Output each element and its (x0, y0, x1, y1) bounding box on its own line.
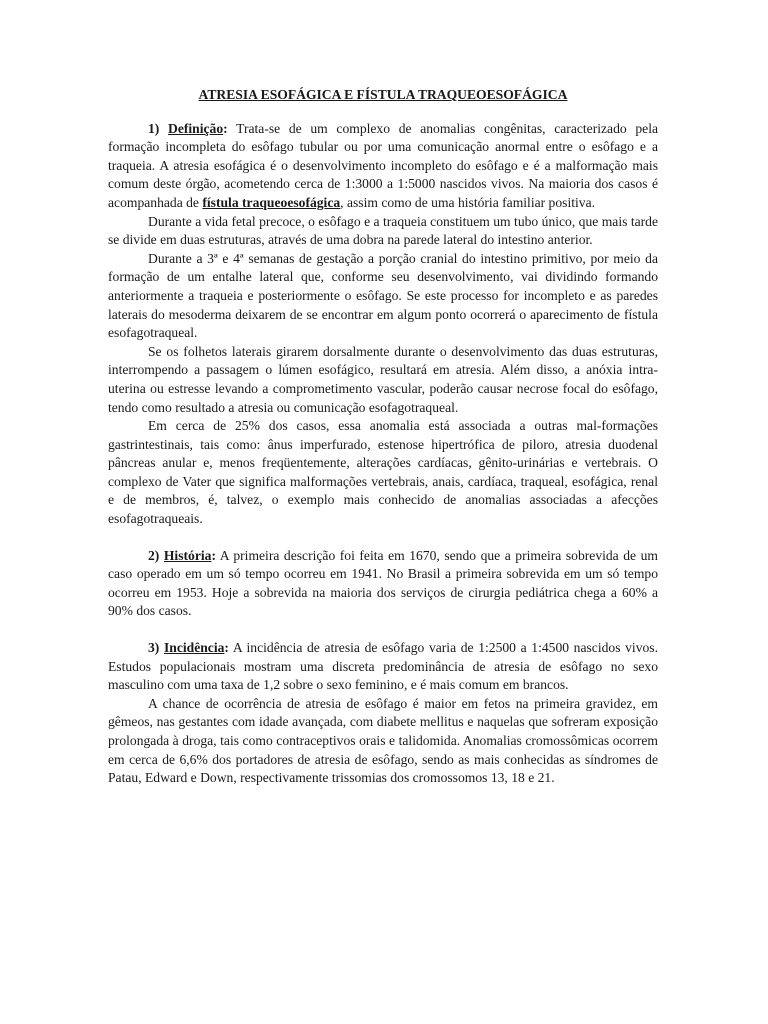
section-heading-historia: História (163, 547, 212, 563)
paragraph-text: A incidência de atresia de esôfago varia de 1:2500 a 1:4500 nascidos vivos. Estudos populacionais mostram uma discreta predominância de atresia de esôfago no sexo masculino com uma taxa de 1,2 sobre o sexo feminino, e é mais comum em brancos. (108, 640, 658, 693)
section-heading-incidencia: Incidência (163, 640, 225, 656)
paragraph-text: Trata-se de um complexo de anomalias congênitas, caracterizado pela formação incompleta do esôfago tubular ou por uma comunicação anormal entre o esôfago e a traqueia. A atresia esofágica é o desenvolvimento incompleto do esôfago e é a malformação mais comum deste órgão, acometendo cerca de 1:3000 a 1:5000 nascidos vivos. Na maioria dos casos é acompanhada de (108, 120, 659, 210)
paragraph: Se os folhetos laterais girarem dorsalmente durante o desenvolvimento das duas estruturas, interrompendo a passagem o lúmen esofágico, resultará em atresia. Além disso, a anóxia intra-uterina ou estresse levando a comprometimento vascular, poderão causar necrose focal do esôfago, tendo como resultado a atresia ou comunicação esofagotraqueal. (108, 343, 658, 415)
heading-colon: : (223, 120, 228, 136)
paragraph: A chance de ocorrência de atresia de esôfago é maior em fetos na primeira gravidez, em gêmeos, nas gestantes com idade avançada, com diabete mellitus e naquelas que sofreram exposição prolongada à droga, tais como contraceptivos orais e talidomida. Anomalias cromossômicas ocorrem em cerca de 6,6% dos portadores de atresia de esôfago, sendo as mais conhecidas as síndromes de Patau, Edward e Down, respectivamente trissomias dos cromossomos 13, 18 e 21. (108, 695, 658, 786)
heading-colon: : (224, 640, 229, 656)
paragraph: Durante a vida fetal precoce, o esôfago e a traqueia constituem um tubo único, que mais tarde se divide em duas estruturas, através de uma dobra na parede lateral do intestino anterior. (108, 213, 658, 248)
document-title: ATRESIA ESOFÁGICA E FÍSTULA TRAQUEOESOFÁGICA (198, 87, 568, 102)
section-2-first-paragraph (108, 547, 658, 621)
paragraph-text: , assim como de uma história familiar positiva. (340, 194, 596, 210)
paragraph: Em cerca de 25% dos casos, essa anomalia está associada a outras mal-formações gastrintestinais, tais como: ânus imperfurado, estenose hipertrófica de piloro, atresia duodenal pâncreas anular e, menos freqüentemente, alterações cardíacas, gênito-urinárias e vertebrais. O complexo de Vater que significa malformações vertebrais, anais, cardíaca, traqueal, esofágica, renal e de membros, é, talvez, o exemplo mais conhecido de anomalias associadas a afecções esofagotraqueais. (108, 418, 658, 527)
section-number: 2) (148, 547, 160, 563)
section-1-first-paragraph (108, 120, 658, 213)
section-3-first-paragraph (108, 639, 658, 695)
emphasized-term: fístula traqueoesofágica (202, 194, 341, 210)
paragraph: Durante a 3ª e 4ª semanas de gestação a porção cranial do intestino primitivo, por meio da formação de um entalhe lateral que, conforme seu desenvolvimento, vai dividindo formando anteriormente a traqueia e posteriormente o esôfago. Se este processo for incompleto e as paredes laterais do mesoderma deixarem de se encontrar em algum ponto ocorrerá o aparecimento de fístula esofagotraqueal. (108, 250, 658, 341)
paragraph-text: A primeira descrição foi feita em 1670, sendo que a primeira sobrevida de um caso operado em um só tempo ocorreu em 1941. No Brasil a primeira sobrevida em um só tempo ocorreu em 1953. Hoje a sobrevida na maioria dos serviços de cirurgia pediátrica chega a 60% a 90% dos casos. (108, 547, 658, 619)
section-spacer (108, 621, 658, 639)
heading-colon: : (211, 547, 216, 563)
section-heading-definicao: Definição (168, 120, 224, 136)
document-page (108, 86, 658, 788)
section-spacer (108, 529, 658, 547)
section-number: 1) (148, 120, 160, 136)
section-number: 3) (148, 640, 160, 656)
